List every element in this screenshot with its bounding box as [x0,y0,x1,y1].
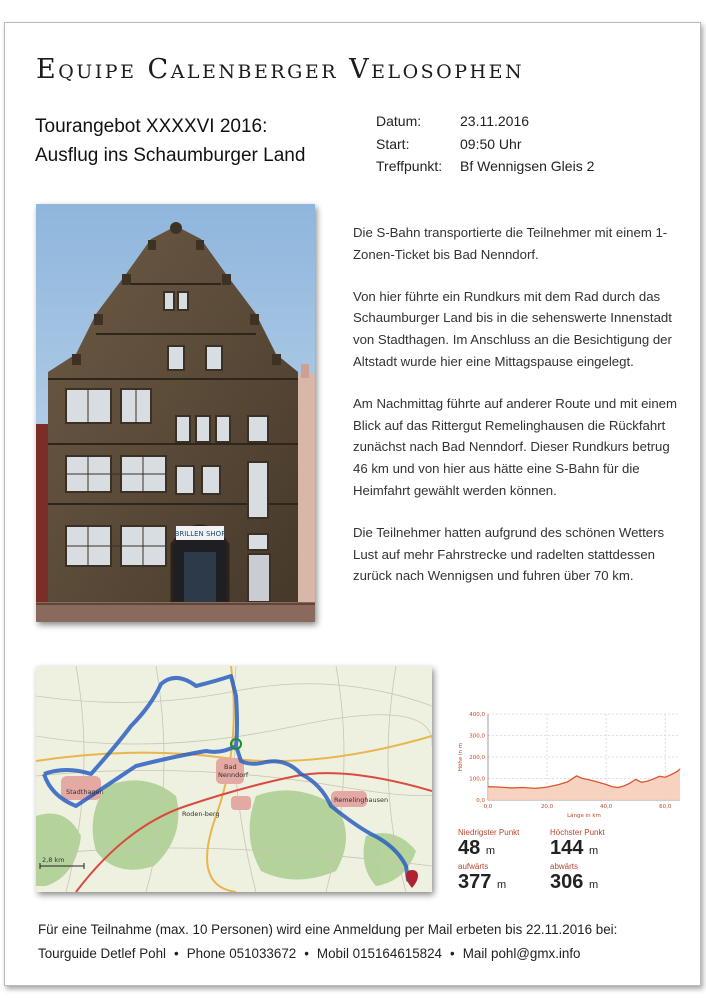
elevation-point [629,783,630,784]
description-paragraph: Am Nachmittag führte auf anderer Route und mit einem Blick auf das Rittergut Remelinghausen die Rückfahrt zunächst nach Bad Nenndorf. Dieser Rundkurs betrug 46 km und von hier aus hätte eine S-Bahn für die Heimfahrt gewählt werden können. [353,395,677,498]
stat-min-unit: m [485,845,495,857]
x-tick-label: 60,0 [659,804,672,810]
y-tick-label: 100,0 [469,776,485,783]
description-paragraph: Die Teilnehmer hatten aufgrund des schönen Wetters Lust auf mehr Fahrstrecke und radelten stattdessen zurück nach Wennigsen und fuhren über 70 km. [353,524,665,584]
phone-number: Phone 051033672 [186,946,297,961]
date-row [376,110,594,133]
elevation-point [618,787,619,788]
description-paragraph: Die S-Bahn transportierte die Teilnehmer mit einem 1-Zonen-Ticket bis Bad Nenndorf. [353,225,668,262]
elevation-point [635,779,636,780]
meeting-point-label: Treffpunkt: [376,158,443,174]
elevation-point [576,776,577,777]
y-tick-label: 300,0 [469,733,485,740]
elevation-area [488,769,680,800]
x-axis-label: Länge in km [567,813,601,819]
page-title: Equipe Calenberger Velosophen [36,54,525,85]
elevation-point [535,788,536,789]
stat-up [458,862,506,896]
stat-down-label: abwärts [550,862,579,871]
elevation-point [623,786,624,787]
mobile-number: Mobil 015164615824 [316,946,443,961]
elevation-point [588,779,589,780]
email-address[interactable]: Mail pohl@gmx.info [462,946,581,961]
map-label-stadthagen: Stadthagen [66,788,104,796]
x-tick-label: 20,0 [540,804,554,810]
y-tick-label: 0,0 [476,798,485,804]
elevation-point [647,781,648,782]
route-map [36,666,432,892]
shop-sign: BRILLEN SHOP [174,530,226,538]
stat-min-value: 48 [458,837,481,859]
stat-max-label: Höchster Punkt [550,828,605,837]
tour-description [353,222,683,607]
building-photo [36,204,315,622]
meeting-point-value: Bf Wennigsen Gleis 2 [460,158,595,174]
elevation-point [606,784,607,785]
y-axis-label: Höhe in m [458,742,464,772]
meeting-point-row [376,155,594,178]
map-label-nenndorf: Nenndorf [218,771,249,779]
elevation-point [499,787,500,788]
elevation-point [600,782,601,783]
elevation-point [488,786,489,787]
stat-down-value: 306 [550,871,584,893]
building-illustration [36,204,315,622]
stat-up-label: aufwärts [458,862,489,871]
stat-min [458,828,519,862]
stat-max [550,828,605,862]
stat-up-unit: m [496,879,507,891]
contact-line [38,942,678,966]
y-tick-label: 400,0 [469,712,485,718]
map-label-rodenberg: Roden-berg [182,810,220,818]
elevation-point [582,778,583,779]
elevation-point [641,782,642,783]
elevation-point [558,784,559,785]
elevation-point [653,779,654,780]
elevation-point [671,774,672,775]
registration-note: Für eine Teilnahme (max. 10 Personen) wird eine Anmeldung per Mail erbeten bis 22.11.2016 bei: [38,922,618,937]
stat-max-unit: m [588,845,599,857]
elevation-point [523,787,524,788]
tour-guide: Tourguide Detlef Pohl [38,946,167,961]
start-row [376,133,594,156]
description-paragraph: Von hier führte ein Rundkurs mit dem Rad durch das Schaumburger Land bis in die sehenswerte Innenstadt von Stadthagen. Im Anschluss an die Besichtigung der Altstadt wurde hier eine Mittagspause eingelegt. [353,288,672,369]
elevation-stats [458,828,688,898]
tour-details [376,110,594,178]
y-tick-label: 200,0 [469,755,485,761]
separator: • [304,946,309,961]
stat-down-unit: m [588,879,599,891]
separator: • [450,946,455,961]
date-value: 23.11.2016 [460,113,530,129]
tour-number: Tourangebot XXXXVI 2016: [35,116,268,137]
elevation-point [612,786,613,787]
elevation-point [547,787,548,788]
tour-heading [35,112,355,170]
map-graphic [36,666,432,892]
tour-name: Ausflug ins Schaumburger Land [35,145,306,166]
stat-down [550,862,598,896]
map-label-bad: Bad [224,763,237,771]
stat-min-label: Niedrigster Punkt [458,828,520,837]
elevation-chart-svg [452,700,692,825]
footer [38,918,678,966]
separator: • [174,946,179,961]
x-tick-label: 0,0 [483,804,493,810]
elevation-point [594,781,595,782]
date-label: Datum: [376,113,422,129]
elevation-point [665,777,666,778]
elevation-point [567,781,568,782]
map-label-remelinghausen: Remelinghausen [334,796,389,804]
start-label: Start: [376,135,410,152]
x-tick-label: 40,0 [600,804,613,810]
elevation-point [680,769,681,770]
elevation-point [659,776,660,777]
elevation-point [511,788,512,789]
stat-max-value: 144 [550,837,584,859]
start-value: 09:50 Uhr [460,135,522,152]
map-scale-label: 2,8 km [42,856,65,864]
elevation-chart [452,700,692,825]
stat-up-value: 377 [458,871,492,893]
elevation-point [677,771,678,772]
